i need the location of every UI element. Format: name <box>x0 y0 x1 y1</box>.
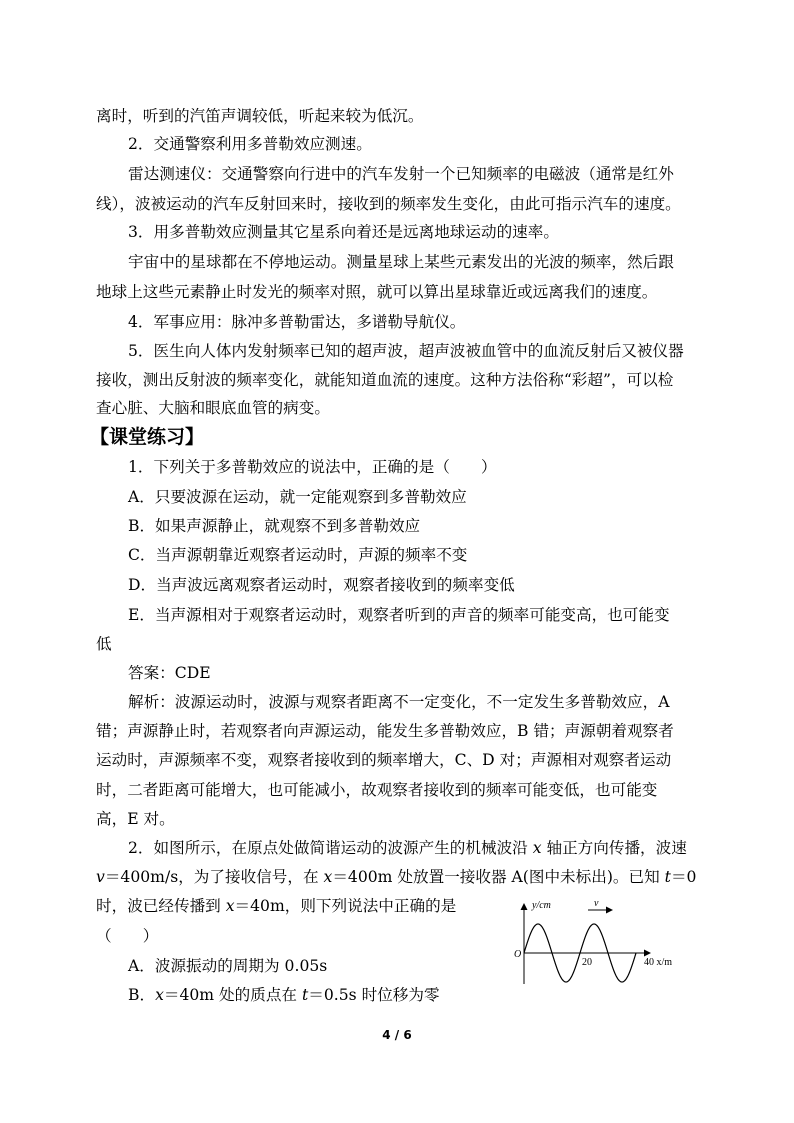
x-axis-label: 40 x/m <box>644 957 673 968</box>
text-span: 2．如图所示，在原点处做简谐运动的波源产生的机械波沿 <box>128 839 533 857</box>
page-number: 4 / 6 <box>382 1028 412 1042</box>
option-d: D．当声波远离观察者运动时，观察者接收到的频率变低 <box>128 576 515 594</box>
option-e: E．当声源相对于观察者运动时，观察者听到的声音的频率可能变高，也可能变 <box>128 606 670 624</box>
var-x: x <box>323 868 333 886</box>
analysis: 运动时，声源频率不变，观察者接收到的频率增大，C、D 对；声源相对观察者运动 <box>96 751 672 769</box>
text-span: ＝40m 处的质点在 <box>163 986 302 1004</box>
text-span: ＝400m/s，为了接收信号，在 <box>104 868 324 886</box>
text-line: 5．医生向人体内发射频率已知的超声波，超声波被血管中的血流反射后又被仪器 <box>128 342 684 360</box>
text-line: 2．交通警察利用多普勒效应测速。 <box>128 135 372 153</box>
origin-label: O <box>514 949 522 960</box>
text-line: 3．用多普勒效应测量其它星系向着还是远离地球运动的速率。 <box>128 223 559 241</box>
var-t: t <box>301 986 309 1004</box>
text-line: 查心脏、大脑和眼底血管的病变。 <box>96 399 330 417</box>
var-t: t <box>664 868 671 886</box>
analysis: 解析：波源运动时，波源与观察者距离不一定变化，不一定发生多普勒效应，A <box>128 693 670 711</box>
text-line: 接收，测出反射波的频率变化，就能知道血流的速度。这种方法俗称“彩超”，可以检 <box>96 371 674 389</box>
analysis: 高，E 对。 <box>96 810 175 828</box>
text-line: 线），波被运动的汽车反射回来时，接收到的频率发生变化，由此可指示汽车的速度。 <box>96 195 681 213</box>
text-span: ＝40m，则下列说法中正确的是 <box>234 897 457 915</box>
analysis: 错；声源静止时，若观察者向声源运动，能发生多普勒效应，B 错；声源朝着观察者 <box>96 722 674 740</box>
var-x: x <box>225 897 235 915</box>
question-1: 1．下列关于多普勒效应的说法中，正确的是（ ） <box>128 458 497 476</box>
text-span: ＝400m 处放置一接收器 A(图中未标出)。已知 <box>332 868 665 886</box>
text-span: ＝0.5s 时位移为零 <box>308 986 440 1004</box>
answer: 答案：CDE <box>128 664 211 682</box>
section-heading: 【课堂练习】 <box>90 426 205 448</box>
option-e-cont: 低 <box>96 635 112 653</box>
text-span: 轴正方向传播，波速 <box>541 839 687 857</box>
text-line: 离时，听到的汽笛声调较低，听起来较为低沉。 <box>96 107 424 125</box>
q2-option-b <box>128 985 440 1005</box>
text-span: ＝0 <box>670 868 697 886</box>
question-2-cont <box>96 867 696 887</box>
question-2-cont <box>96 896 456 916</box>
text-line: 地球上这些元素静止时发光的频率对照，就可以算出星球靠近或远离我们的速度。 <box>96 283 658 301</box>
var-x: x <box>155 986 164 1004</box>
analysis: 时，二者距离可能增大，也可能减小，故观察者接收到的频率可能变低，也可能变 <box>96 781 658 799</box>
q2-option-a: A．波源振动的周期为 0.05s <box>128 957 328 975</box>
text-line: 4．军事应用：脉冲多普勒雷达，多谱勒导航仪。 <box>128 313 466 331</box>
question-2-brackets: （ ） <box>96 927 159 945</box>
text-line: 宇宙中的星球都在不停地运动。测量星球上某些元素发出的光波的频率，然后跟 <box>128 253 674 271</box>
velocity-label: v <box>594 898 599 909</box>
question-2 <box>128 838 687 858</box>
text-line: 雷达测速仪：交通警察向行进中的汽车发射一个已知频率的电磁波（通常是红外 <box>128 165 674 183</box>
option-c: C．当声源朝靠近观察者运动时，声源的频率不变 <box>128 546 468 564</box>
tick-label-20: 20 <box>582 957 592 968</box>
y-axis-label: y/cm <box>532 900 551 911</box>
var-v: v <box>96 868 105 886</box>
option-a: A．只要波源在运动，就一定能观察到多普勒效应 <box>128 488 467 506</box>
text-span: B． <box>128 986 156 1004</box>
text-span: 时，波已经传播到 <box>96 897 226 915</box>
wave-figure <box>512 896 688 986</box>
var-x: x <box>532 839 542 857</box>
option-b: B．如果声源静止，就观察不到多普勒效应 <box>128 517 421 535</box>
